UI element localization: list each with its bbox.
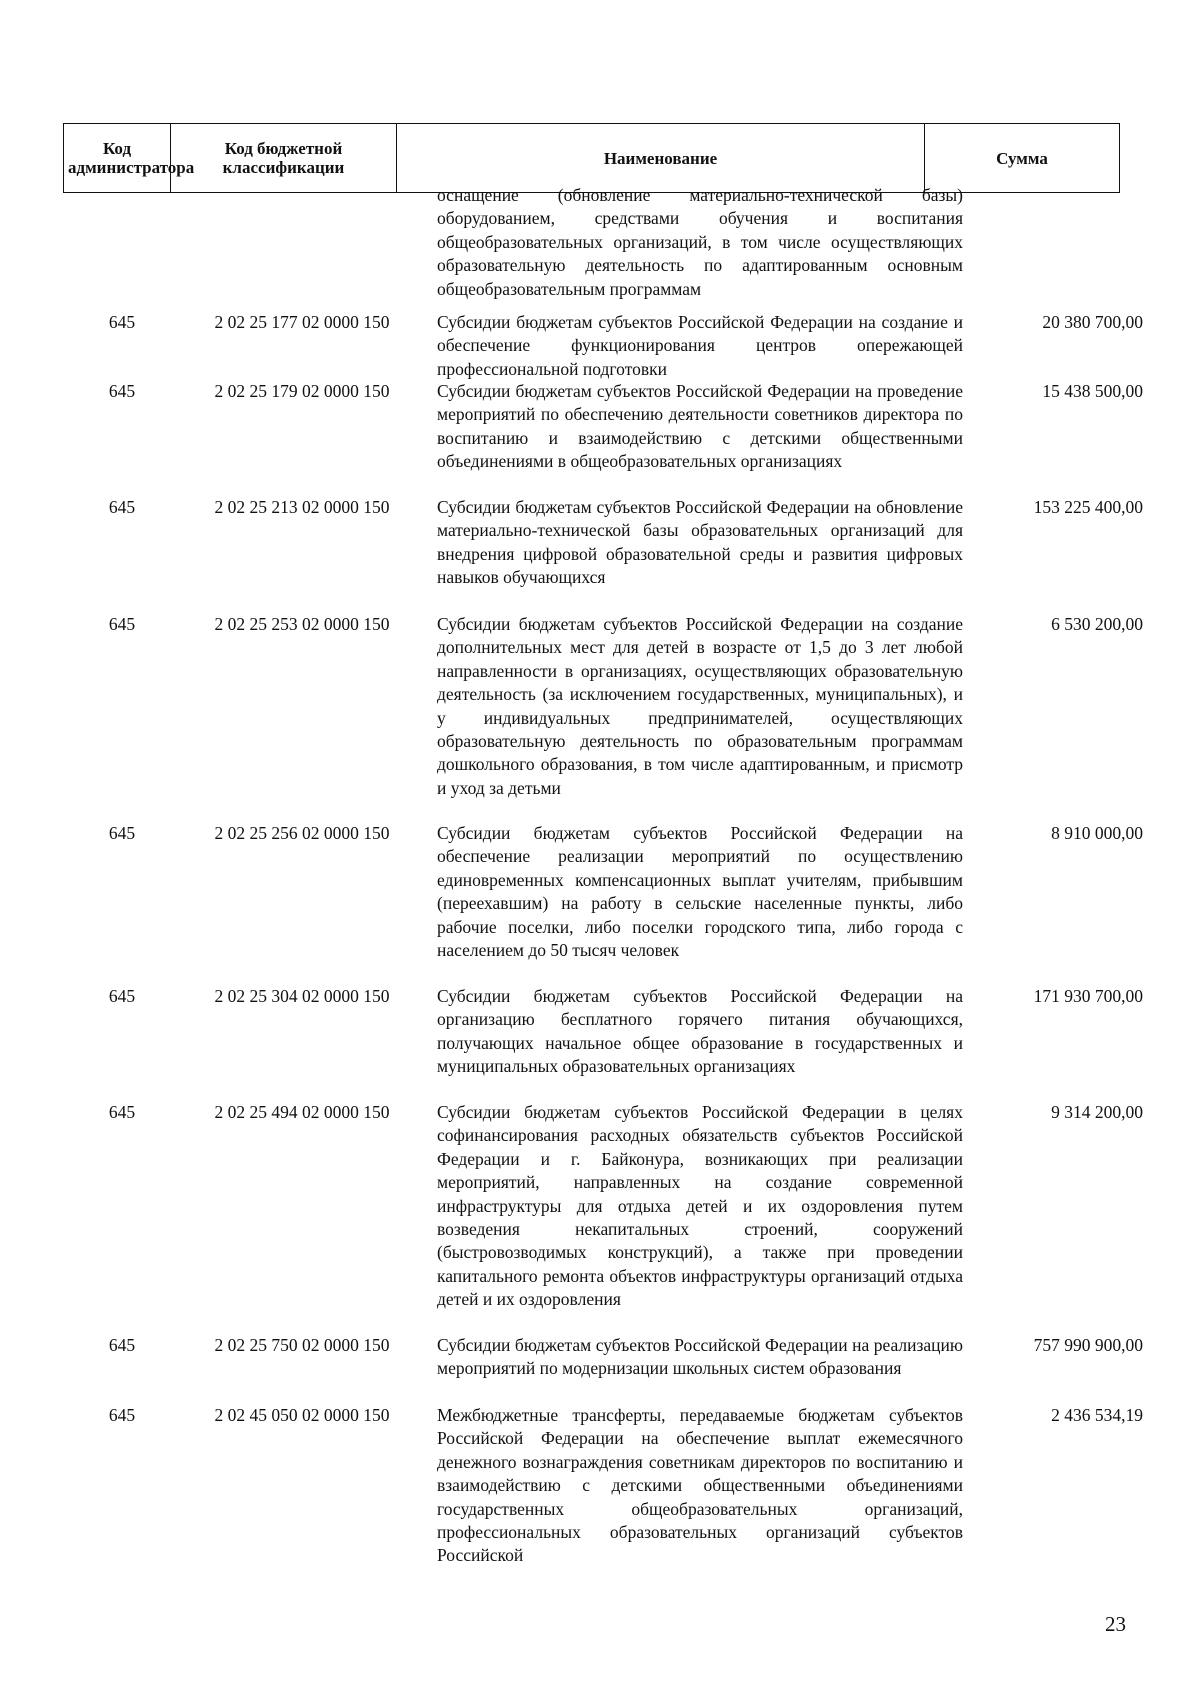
row-kbk-code: 2 02 25 256 02 0000 150 xyxy=(214,823,390,843)
row-admin-code: 645 xyxy=(108,497,136,517)
row-admin-code: 645 xyxy=(108,1335,136,1355)
row-admin-code: 645 xyxy=(108,823,136,843)
row-admin-code: 645 xyxy=(108,1405,136,1425)
row-admin-code: 645 xyxy=(108,986,136,1006)
row-admin-code: 645 xyxy=(108,614,136,634)
page-number: 23 xyxy=(1105,1612,1126,1636)
row-kbk-code: 2 02 45 050 02 0000 150 xyxy=(214,1405,390,1425)
row-name: Субсидии бюджетам субъектов Российской Федерации на организацию бесплатного горячего питания обучающихся, получающих начальное общее образование в государственных и муниципальных образовательных организациях xyxy=(437,986,963,1077)
row-kbk-code: 2 02 25 179 02 0000 150 xyxy=(214,381,390,401)
row-sum: 9 314 200,00 xyxy=(1051,1102,1143,1122)
row-admin-code: 645 xyxy=(108,312,136,332)
row-sum: 153 225 400,00 xyxy=(1033,497,1143,517)
row-sum: 20 380 700,00 xyxy=(1042,312,1143,332)
header-admin-code: Код администратора xyxy=(64,124,171,193)
row-kbk-code: 2 02 25 253 02 0000 150 xyxy=(214,614,390,634)
row-sum: 8 910 000,00 xyxy=(1051,823,1143,843)
row-name: Субсидии бюджетам субъектов Российской Федерации на проведение мероприятий по обеспечению деятельности советников директора по воспитанию и взаимодействию с детскими общественными объединениями в общеобразовательных организациях xyxy=(437,381,963,472)
header-sum: Сумма xyxy=(925,124,1120,193)
row-sum: 6 530 200,00 xyxy=(1051,614,1143,634)
row-name-continuation: оснащение (обновление материально-технической базы) оборудованием, средствами обучения и воспитания общеобразовательных организаций, в том числе осуществляющих образовательную деятельность по адаптированным основным общеобразовательным программам xyxy=(437,185,963,299)
row-name: Субсидии бюджетам субъектов Российской Федерации на создание и обеспечение функционирования центров опережающей профессиональной подготовки xyxy=(437,312,963,379)
row-kbk-code: 2 02 25 213 02 0000 150 xyxy=(214,497,390,517)
row-sum: 15 438 500,00 xyxy=(1042,381,1143,401)
row-sum: 2 436 534,19 xyxy=(1051,1405,1143,1425)
row-kbk-code: 2 02 25 750 02 0000 150 xyxy=(214,1335,390,1355)
row-name: Субсидии бюджетам субъектов Российской Федерации на обновление материально-технической базы образовательных организаций для внедрения цифровой образовательной среды и развития цифровых навыков обучающихся xyxy=(437,497,963,588)
row-name: Межбюджетные трансферты, передаваемые бюджетам субъектов Российской Федерации на обеспечение выплат ежемесячного денежного вознаграждения советникам директоров по воспитанию и взаимодействию с детскими общественными объединениями государственных общеобразовательных организаций, профессиональных образовательных организаций субъектов Российской xyxy=(437,1405,963,1566)
row-admin-code: 645 xyxy=(108,1102,136,1122)
row-kbk-code: 2 02 25 494 02 0000 150 xyxy=(214,1102,390,1122)
row-kbk-code: 2 02 25 177 02 0000 150 xyxy=(214,312,390,332)
header-kbk-code: Код бюджетной классификации xyxy=(171,124,397,193)
row-kbk-code: 2 02 25 304 02 0000 150 xyxy=(214,986,390,1006)
row-admin-code: 645 xyxy=(108,381,136,401)
row-sum: 171 930 700,00 xyxy=(1033,986,1143,1006)
row-name: Субсидии бюджетам субъектов Российской Федерации на создание дополнительных мест для детей в возрасте от 1,5 до 3 лет любой направленности в организациях, осуществляющих образовательную деятельность (за исключением государственных, муниципальных), и у индивидуальных предпринимателей, осуществляющих образовательную деятельность по образовательным программам дошкольного образования, в том числе адаптированным, и присмотр и уход за детьми xyxy=(437,614,963,798)
row-sum: 757 990 900,00 xyxy=(1033,1335,1143,1355)
header-name: Наименование xyxy=(397,124,925,193)
row-name: Субсидии бюджетам субъектов Российской Федерации на реализацию мероприятий по модернизации школьных систем образования xyxy=(437,1335,963,1379)
row-name: Субсидии бюджетам субъектов Российской Федерации на обеспечение реализации мероприятий по осуществлению единовременных компенсационных выплат учителям, прибывшим (переехавшим) на работу в сельские населенные пункты, либо рабочие поселки, либо поселки городского типа, либо города с населением до 50 тысяч человек xyxy=(437,823,963,961)
row-name: Субсидии бюджетам субъектов Российской Федерации в целях софинансирования расходных обязательств субъектов Российской Федерации и г. Байконура, возникающих при реализации мероприятий, направленных на создание современной инфраструктуры для отдыха детей и их оздоровления путем возведения некапитальных строений, сооружений (быстровозводимых конструкций), а также при проведении капитального ремонта объектов инфраструктуры организаций отдыха детей и их оздоровления xyxy=(437,1102,963,1310)
table-header xyxy=(63,123,1120,193)
